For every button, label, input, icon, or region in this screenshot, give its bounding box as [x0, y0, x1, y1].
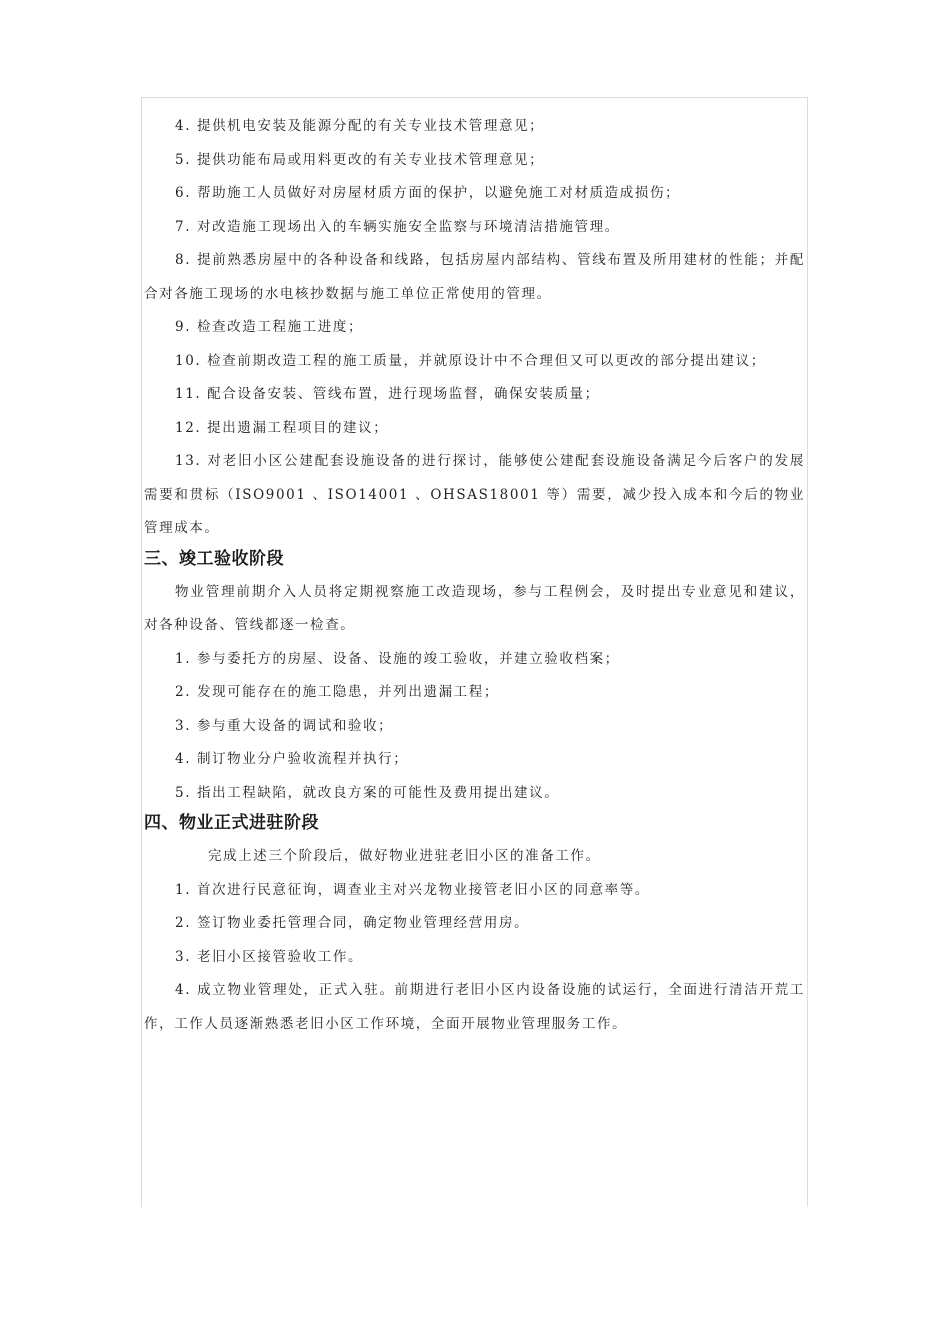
section3-intro: 物业管理前期介入人员将定期视察施工改造现场，参与工程例会，及时提出专业意见和建议，对各种设备、管线都逐一检查。: [144, 583, 805, 633]
section3-heading: 三、竣工验收阶段: [144, 548, 284, 569]
list-item: 4. 成立物业管理处，正式入驻。前期进行老旧小区内设备设施的试运行，全面进行清洁开荒工作，工作人员逐渐熟悉老旧小区工作环境，全面开展物业管理服务工作。: [144, 982, 805, 1032]
section4-heading: 四、物业正式进驻阶段: [144, 813, 319, 833]
list-item: 5. 指出工程缺陷，就改良方案的可能性及费用提出建议。: [175, 784, 560, 801]
section4-intro: 完成上述三个阶段后，做好物业进驻老旧小区的准备工作。: [208, 848, 601, 864]
list-item: 2. 签订物业委托管理合同，确定物业管理经营用房。: [175, 915, 530, 931]
list-item: 4. 提供机电安装及能源分配的有关专业技术管理意见；: [175, 118, 545, 134]
list-item: 10. 检查前期改造工程的施工质量，并就原设计中不合理但又可以更改的部分提出建议；: [175, 352, 766, 369]
list-item: 7. 对改造施工现场出入的车辆实施安全监察与环境清洁措施管理。: [175, 218, 620, 235]
section3-list: [144, 643, 805, 811]
section4-list: [144, 874, 805, 1042]
section2-list: [144, 110, 805, 546]
list-item: 13. 对老旧小区公建配套设施设备的进行探讨，能够使公建配套设施设备满足今后客户的发展需要和贯标（ISO9001 、ISO14001 、OHSAS18001 等）需要，减少投入成本和今后的物业管理成本。: [144, 453, 805, 536]
list-item: 11. 配合设备安装、管线布置，进行现场监督，确保安装质量；: [175, 386, 600, 402]
list-item: 2. 发现可能存在的施工隐患，并列出遗漏工程；: [175, 684, 499, 700]
list-item: 4. 制订物业分户验收流程并执行；: [175, 751, 409, 767]
list-item: 3. 参与重大设备的调试和验收；: [175, 717, 394, 734]
list-item: 1. 参与委托方的房屋、设备、设施的竣工验收，并建立验收档案；: [175, 650, 620, 667]
document-body: [144, 110, 805, 1041]
list-item: 3. 老旧小区接管验收工作。: [175, 948, 364, 965]
list-item: 1. 首次进行民意征询，调查业主对兴龙物业接管老旧小区的同意率等。: [175, 881, 650, 898]
list-item: 9. 检查改造工程施工进度；: [175, 319, 364, 335]
list-item: 8. 提前熟悉房屋中的各种设备和线路，包括房屋内部结构、管线布置及所用建材的性能；并配合对各施工现场的水电核抄数据与施工单位正常使用的管理。: [144, 252, 805, 302]
list-item: 6. 帮助施工人员做好对房屋材质方面的保护，以避免施工对材质造成损伤；: [175, 185, 681, 201]
list-item: 12. 提出遗漏工程项目的建议；: [175, 419, 389, 436]
list-item: 5. 提供功能布局或用料更改的有关专业技术管理意见；: [175, 151, 545, 168]
